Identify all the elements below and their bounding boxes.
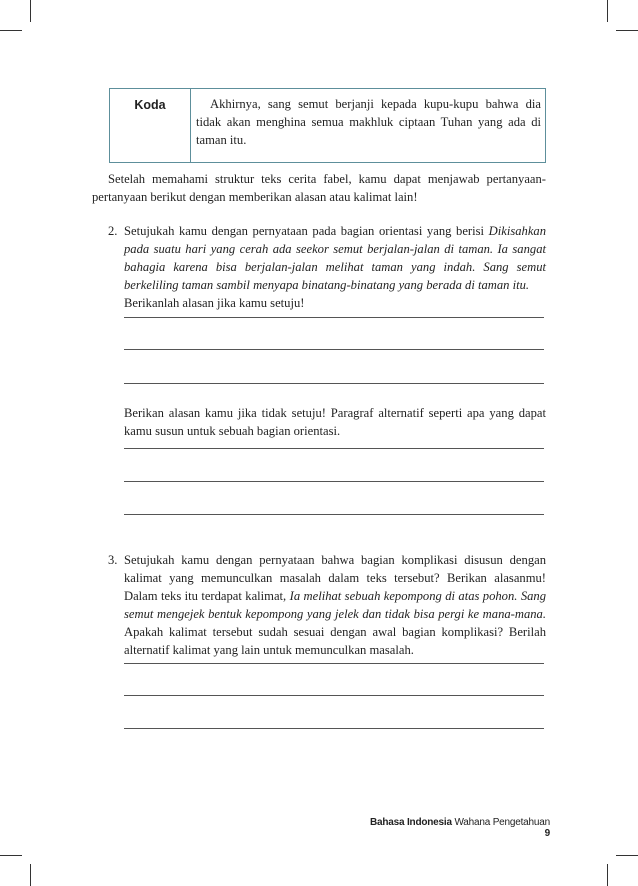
intro-line-2: pertanyaan berikut dengan memberikan alasan atau kalimat lain! bbox=[92, 190, 418, 204]
question-2-text bbox=[124, 222, 546, 294]
crop-mark bbox=[607, 0, 608, 22]
koda-table bbox=[109, 88, 546, 163]
footer-book-title: Bahasa Indonesia bbox=[370, 817, 452, 828]
intro-paragraph bbox=[94, 170, 546, 206]
koda-label: Koda bbox=[110, 89, 191, 162]
question-2-number: 2. bbox=[108, 224, 118, 238]
answer-line[interactable] bbox=[124, 349, 544, 350]
answer-line[interactable] bbox=[124, 481, 544, 482]
page-footer bbox=[360, 817, 550, 839]
intro-line-1: Setelah memahami struktur teks cerita fabel, kamu dapat menjawab pertanyaan- bbox=[108, 172, 546, 186]
koda-text: Akhirnya, sang semut berjanji kepada kupu-kupu bahwa dia tidak akan menghina semua makhluk ciptaan Tuhan yang ada di taman itu. bbox=[196, 97, 541, 147]
crop-mark bbox=[616, 30, 638, 31]
answer-line[interactable] bbox=[124, 448, 544, 449]
question-3-part-1: Setujukah kamu dengan pernyataan bahwa bagian komplikasi disusun dengan kalimat yang memunculkan masalah dalam teks tersebut? Berikan alasanmu! Dalam teks itu terdapat kalimat, bbox=[124, 553, 546, 603]
question-2-disagree-prompt: Berikan alasan kamu jika tidak setuju! Paragraf alternatif seperti apa yang dapat kamu susun untuk sebuah bagian orientasi. bbox=[124, 406, 546, 438]
answer-line[interactable] bbox=[124, 514, 544, 515]
page-number: 9 bbox=[544, 828, 550, 839]
crop-mark bbox=[30, 864, 31, 886]
question-3-text bbox=[124, 551, 546, 659]
crop-mark bbox=[616, 855, 638, 856]
question-3-quote: Ia melihat sebuah kepompong di atas pohon. Sang semut mengejek bentuk kepompong yang jelek dan tidak bisa pergi ke mana-mana. bbox=[124, 589, 547, 621]
question-2-lead: Setujukah kamu dengan pernyataan pada bagian orientasi yang berisi bbox=[124, 224, 485, 238]
answer-line[interactable] bbox=[124, 383, 544, 384]
question-3-part-2: Apakah kalimat tersebut sudah sesuai dengan awal bagian komplikasi? Berilah alternatif kalimat yang lain untuk memunculkan masalah. bbox=[124, 625, 546, 657]
footer-book-subtitle: Wahana Pengetahuan bbox=[454, 817, 550, 828]
answer-line[interactable] bbox=[124, 317, 544, 318]
question-2-agree-prompt: Berikanlah alasan jika kamu setuju! bbox=[124, 296, 305, 310]
crop-mark bbox=[0, 30, 22, 31]
answer-line[interactable] bbox=[124, 728, 544, 729]
question-2-quote: Dikisahkan pada suatu hari yang cerah ada seekor semut berjalan-jalan di taman. Ia sangat bahagia karena bisa berjalan-jalan melihat taman yang indah. Sang semut berkeliling taman sambil menyapa binatang-binatang yang berada di taman itu. bbox=[124, 224, 547, 292]
crop-mark bbox=[30, 0, 31, 22]
crop-mark bbox=[607, 864, 608, 886]
answer-line[interactable] bbox=[124, 695, 544, 696]
crop-mark bbox=[0, 855, 22, 856]
question-3-number: 3. bbox=[108, 553, 118, 567]
answer-line[interactable] bbox=[124, 663, 544, 664]
